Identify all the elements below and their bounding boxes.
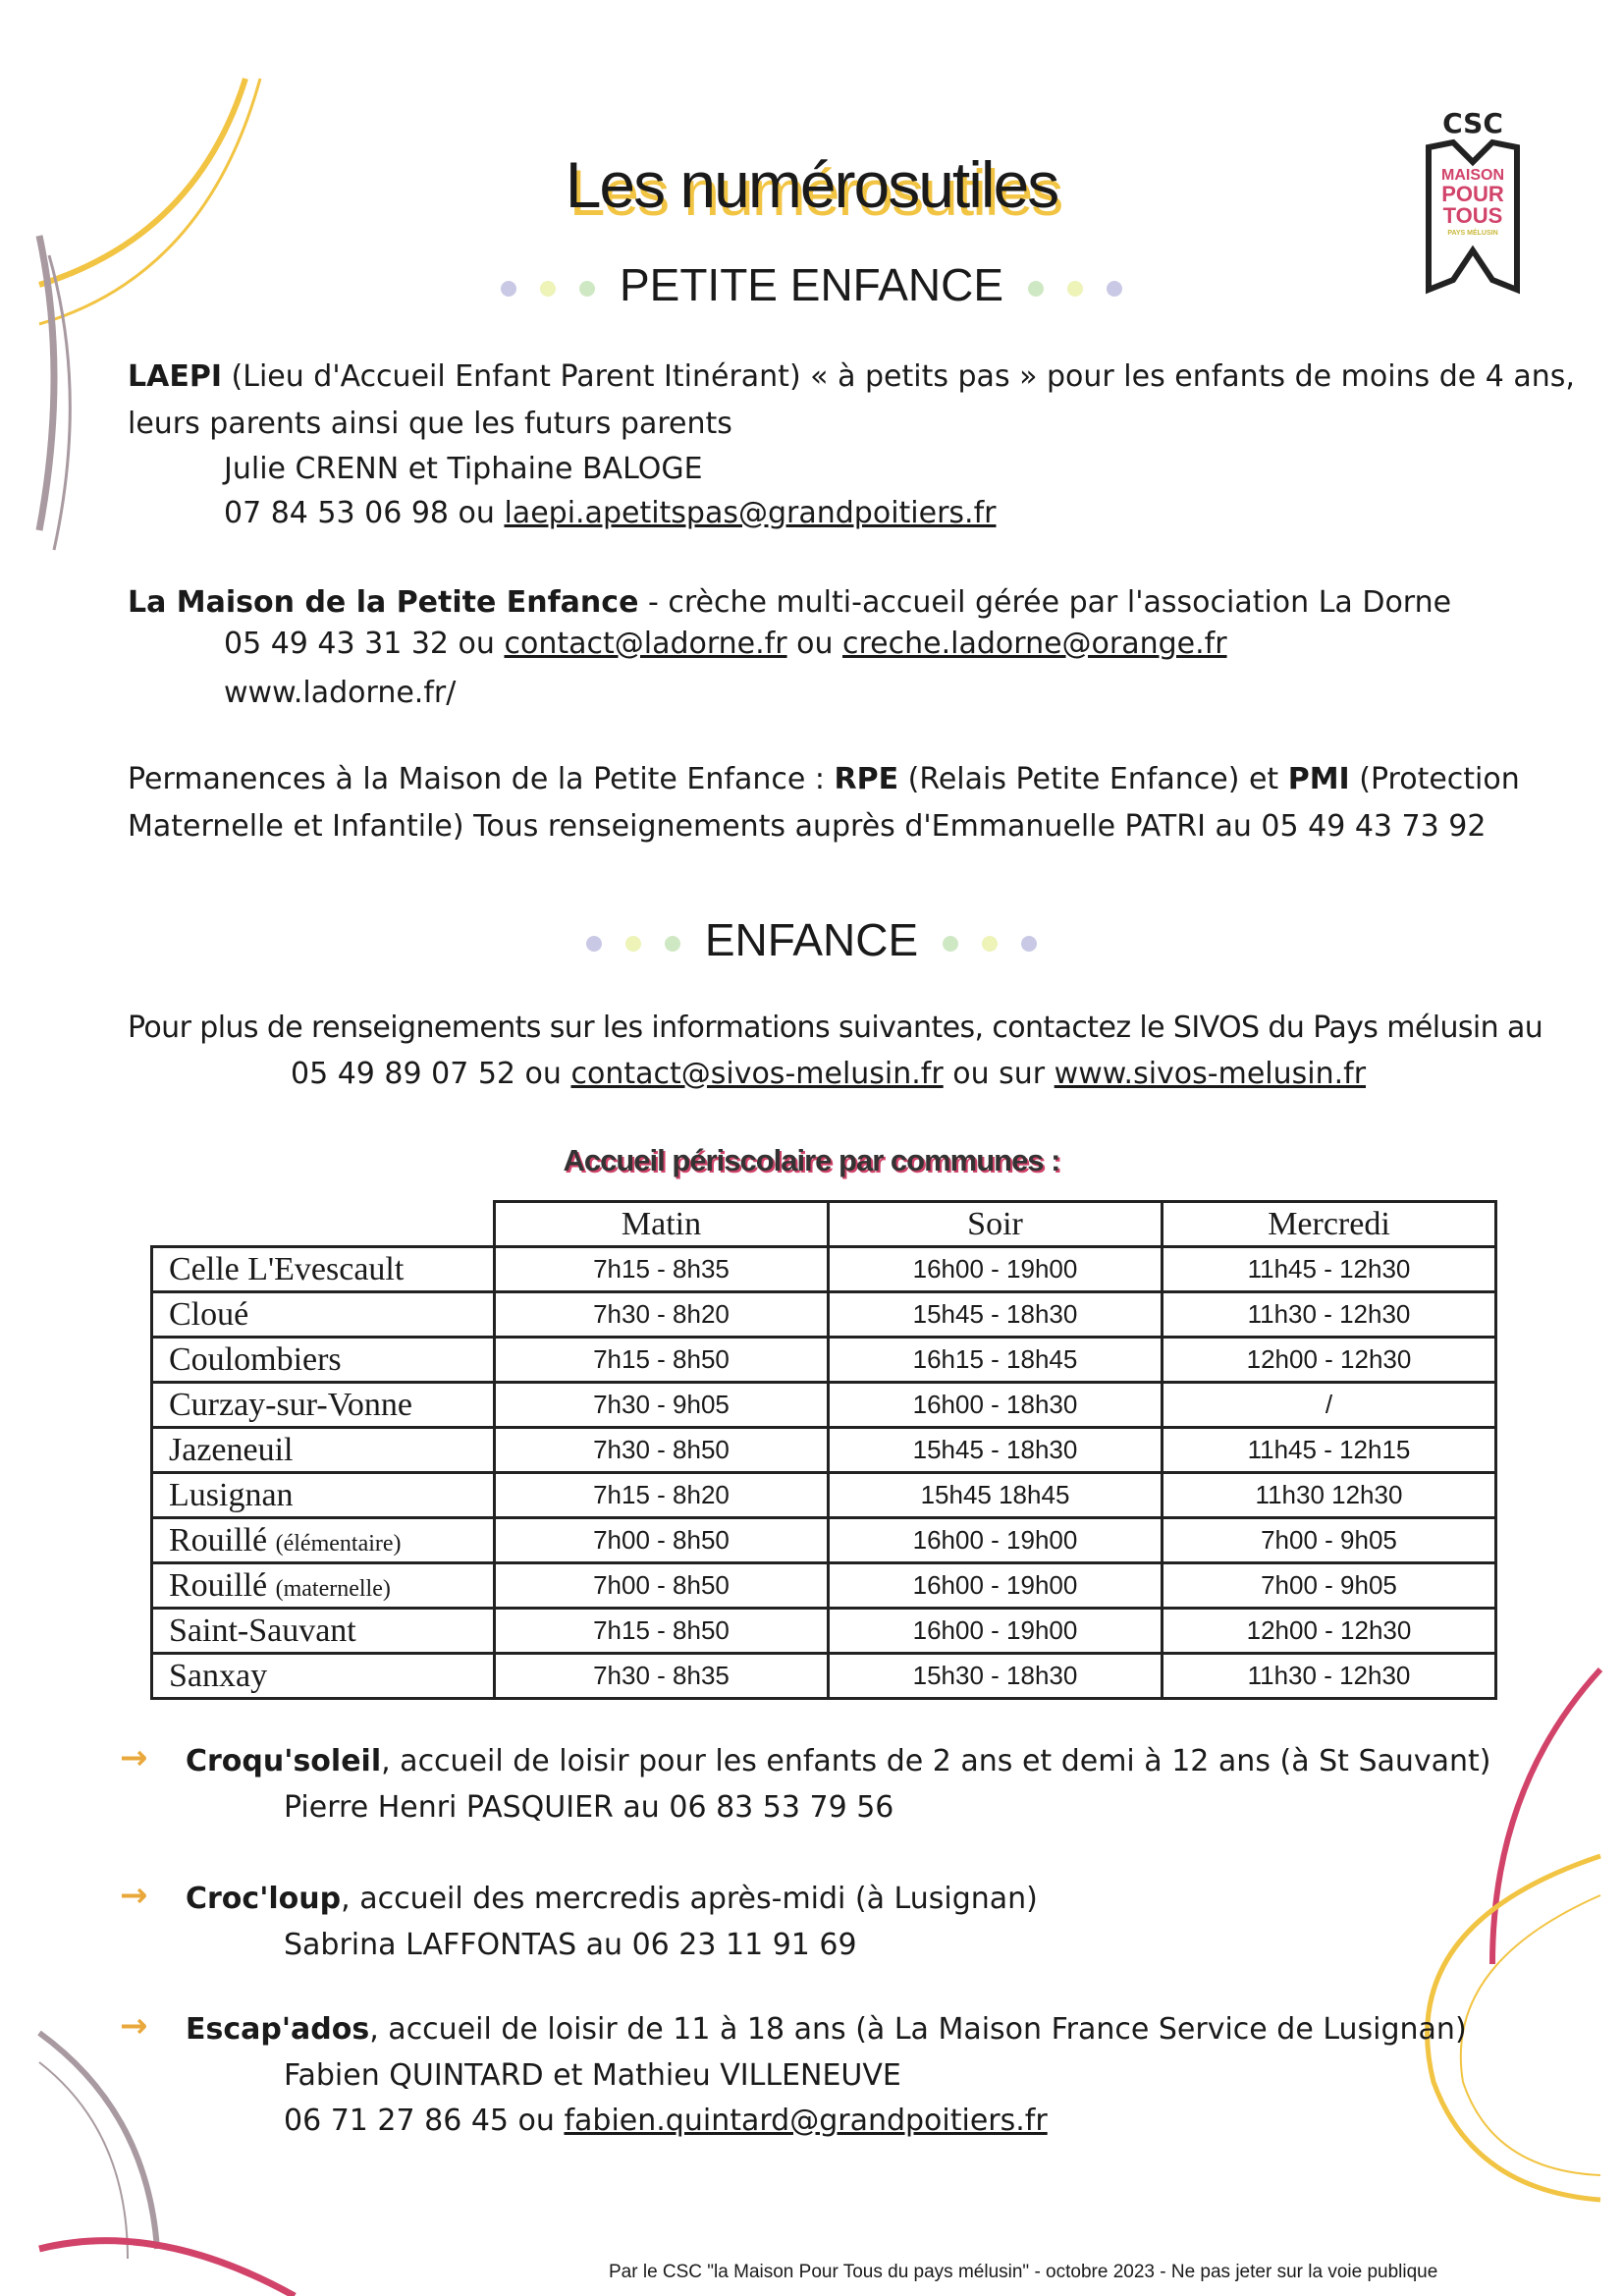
commune-note: (élémentaire) [275, 1530, 402, 1557]
dot-icon [943, 936, 958, 952]
mercredi-cell: / [1163, 1383, 1496, 1428]
pmi: PMI [1287, 762, 1350, 796]
mercredi-cell: 11h45 - 12h30 [1163, 1247, 1496, 1292]
laepi-phone-line [224, 496, 997, 530]
commune-cell [152, 1563, 495, 1609]
empty-header [152, 1202, 495, 1247]
dot-icon [501, 281, 516, 297]
table-row [152, 1428, 1496, 1473]
commune-cell [152, 1518, 495, 1563]
laepi-phone: 07 84 53 06 98 ou [224, 496, 505, 530]
mercredi-cell: 12h00 - 12h30 [1163, 1609, 1496, 1654]
svg-text:CSC: CSC [1442, 107, 1503, 139]
perm-text: Permanences à la Maison de la Petite Enfance : [128, 762, 835, 796]
dot-icon [982, 936, 998, 952]
activity-contact: Fabien QUINTARD et Mathieu VILLENEUVE [284, 2058, 901, 2093]
activity-desc: , accueil de loisir de 11 à 18 ans (à La Maison France Service de Lusignan) [369, 2012, 1467, 2047]
commune-cell [152, 1383, 495, 1428]
periscolaire-table [150, 1200, 1497, 1700]
commune-note: (maternelle) [275, 1575, 391, 1602]
table-row [152, 1609, 1496, 1654]
soir-cell: 16h00 - 19h00 [829, 1609, 1163, 1654]
table-row [152, 1473, 1496, 1518]
laepi-line [128, 359, 1575, 394]
mercredi-cell: 7h00 - 9h05 [1163, 1518, 1496, 1563]
table-row [152, 1563, 1496, 1609]
section-heading-enfance [0, 913, 1623, 966]
laepi-desc: (Lieu d'Accueil Enfant Parent Itinérant) « à petits pas » pour les enfants de moins de 4 ans, [221, 359, 1575, 394]
matin-cell: 7h15 - 8h20 [495, 1473, 829, 1518]
activity-line [186, 2012, 1467, 2047]
maison-name: La Maison de la Petite Enfance [128, 585, 639, 620]
soir-cell: 16h00 - 19h00 [829, 1247, 1163, 1292]
activity-desc: , accueil de loisir pour les enfants de 2 ans et demi à 12 ans (à St Sauvant) [381, 1744, 1491, 1778]
dot-icon [1107, 281, 1122, 297]
mercredi-cell: 7h00 - 9h05 [1163, 1563, 1496, 1609]
activity-desc: , accueil des mercredis après-midi (à Lusignan) [341, 1882, 1038, 1916]
permanences-line2: Maternelle et Infantile) Tous renseignements auprès d'Emmanuelle PATRI au 05 49 43 73 92 [128, 809, 1487, 844]
or-text: ou [786, 627, 843, 661]
commune-cell [152, 1473, 495, 1518]
dot-icon [1021, 936, 1037, 952]
perm-text: (Relais Petite Enfance) et [898, 762, 1288, 796]
svg-text:TOUS: TOUS [1442, 203, 1503, 228]
arrow-right-icon: → [120, 1876, 148, 1915]
mercredi-cell: 12h00 - 12h30 [1163, 1338, 1496, 1383]
dot-icon [586, 936, 602, 952]
or-text: ou sur [943, 1057, 1055, 1091]
heading-text: PETITE ENFANCE [619, 259, 1004, 310]
sivos-email-link[interactable]: contact@sivos-melusin.fr [570, 1057, 944, 1091]
dot-icon [665, 936, 680, 952]
commune-name: Saint-Sauvant [169, 1612, 356, 1649]
sivos-contact-line [291, 1057, 1366, 1091]
perm-text: (Protection [1349, 762, 1520, 796]
activity-name: Croc'loup [186, 1882, 342, 1916]
svg-text:POUR: POUR [1441, 182, 1504, 206]
soir-cell: 15h45 - 18h30 [829, 1428, 1163, 1473]
soir-cell: 16h00 - 18h30 [829, 1383, 1163, 1428]
commune-name: Jazeneuil [169, 1431, 294, 1468]
commune-cell [152, 1609, 495, 1654]
maison-email1-link[interactable]: contact@ladorne.fr [504, 627, 787, 661]
column-header: Mercredi [1163, 1202, 1496, 1247]
commune-name: Coulombiers [169, 1340, 342, 1378]
heading-text: ENFANCE [704, 914, 919, 965]
commune-name: Sanxay [169, 1657, 268, 1694]
commune-name: Curzay-sur-Vonne [169, 1386, 412, 1423]
activity-contact: Pierre Henri PASQUIER au 06 83 53 79 56 [284, 1790, 894, 1825]
matin-cell: 7h30 - 8h35 [495, 1654, 829, 1699]
matin-cell: 7h15 - 8h50 [495, 1609, 829, 1654]
laepi-contacts: Julie CRENN et Tiphaine BALOGE [224, 452, 703, 486]
matin-cell: 7h30 - 8h20 [495, 1292, 829, 1338]
soir-cell: 15h30 - 18h30 [829, 1654, 1163, 1699]
table-header-row [152, 1202, 1496, 1247]
mercredi-cell: 11h30 12h30 [1163, 1473, 1496, 1518]
soir-cell: 16h00 - 19h00 [829, 1563, 1163, 1609]
commune-name: Cloué [169, 1295, 249, 1333]
table-row [152, 1654, 1496, 1699]
matin-cell: 7h15 - 8h35 [495, 1247, 829, 1292]
activity-contact: Sabrina LAFFONTAS au 06 23 11 91 69 [284, 1928, 857, 1962]
activity-phone-line [284, 2104, 1048, 2138]
activity-name: Escap'ados [186, 2012, 370, 2047]
commune-cell [152, 1247, 495, 1292]
laepi-name: LAEPI [128, 359, 222, 394]
commune-name: Celle L'Evescault [169, 1250, 405, 1287]
dot-icon [1067, 281, 1083, 297]
soir-cell: 15h45 - 18h30 [829, 1292, 1163, 1338]
matin-cell: 7h00 - 8h50 [495, 1518, 829, 1563]
sivos-website-link[interactable]: www.sivos-melusin.fr [1054, 1057, 1367, 1091]
maison-email2-link[interactable]: creche.ladorne@orange.fr [842, 627, 1227, 661]
mercredi-cell: 11h30 - 12h30 [1163, 1654, 1496, 1699]
activity-phone: 06 71 27 86 45 ou [284, 2104, 565, 2138]
maison-contact-line [224, 627, 1227, 661]
maison-phone: 05 49 43 31 32 ou [224, 627, 505, 661]
matin-cell: 7h30 - 8h50 [495, 1428, 829, 1473]
maison-website-link[interactable]: www.ladorne.fr/ [224, 676, 457, 710]
maison-desc: - crèche multi-accueil gérée par l'association La Dorne [638, 585, 1452, 620]
permanences-line [128, 762, 1520, 796]
table-title: Accueil périscolaire par communes : [563, 1143, 1060, 1177]
column-header: Soir [829, 1202, 1163, 1247]
mercredi-cell: 11h30 - 12h30 [1163, 1292, 1496, 1338]
activity-name: Croqu'soleil [186, 1744, 382, 1778]
arrow-right-icon: → [120, 1738, 148, 1777]
activity-line [186, 1744, 1491, 1778]
commune-cell [152, 1428, 495, 1473]
rpe: RPE [834, 762, 899, 796]
column-header: Matin [495, 1202, 829, 1247]
enfance-intro: Pour plus de renseignements sur les informations suivantes, contactez le SIVOS du Pays mélusin au [128, 1011, 1543, 1045]
table-row [152, 1292, 1496, 1338]
soir-cell: 15h45 18h45 [829, 1473, 1163, 1518]
maison-line [128, 585, 1451, 620]
activity-email-link[interactable]: fabien.quintard@grandpoitiers.fr [564, 2104, 1048, 2138]
laepi-desc2: leurs parents ainsi que les futurs parents [128, 407, 732, 441]
soir-cell: 16h15 - 18h45 [829, 1338, 1163, 1383]
commune-cell [152, 1338, 495, 1383]
dot-icon [625, 936, 641, 952]
dot-icon [540, 281, 556, 297]
arrow-right-icon: → [120, 2006, 148, 2046]
table-row [152, 1383, 1496, 1428]
footer-note: Par le CSC "la Maison Pour Tous du pays mélusin" - octobre 2023 - Ne pas jeter sur la voie publique [609, 2262, 1438, 2282]
commune-cell [152, 1292, 495, 1338]
laepi-email-link[interactable]: laepi.apetitspas@grandpoitiers.fr [504, 496, 997, 530]
mercredi-cell: 11h45 - 12h15 [1163, 1428, 1496, 1473]
sivos-phone: 05 49 89 07 52 ou [291, 1057, 571, 1091]
matin-cell: 7h00 - 8h50 [495, 1563, 829, 1609]
dot-icon [1028, 281, 1044, 297]
svg-text:MAISON: MAISON [1441, 167, 1504, 184]
soir-cell: 16h00 - 19h00 [829, 1518, 1163, 1563]
activity-line [186, 1882, 1038, 1916]
commune-name: Lusignan [169, 1476, 294, 1513]
section-heading-petite-enfance [0, 258, 1623, 311]
table-row [152, 1518, 1496, 1563]
commune-name: Rouillé [169, 1521, 276, 1558]
matin-cell: 7h15 - 8h50 [495, 1338, 829, 1383]
page-title: Les numérosutiles [565, 148, 1058, 221]
dot-icon [579, 281, 595, 297]
table-row [152, 1247, 1496, 1292]
commune-cell [152, 1654, 495, 1699]
commune-name: Rouillé [169, 1566, 276, 1604]
table-row [152, 1338, 1496, 1383]
matin-cell: 7h30 - 9h05 [495, 1383, 829, 1428]
svg-text:PAYS MÉLUSIN: PAYS MÉLUSIN [1447, 230, 1498, 237]
